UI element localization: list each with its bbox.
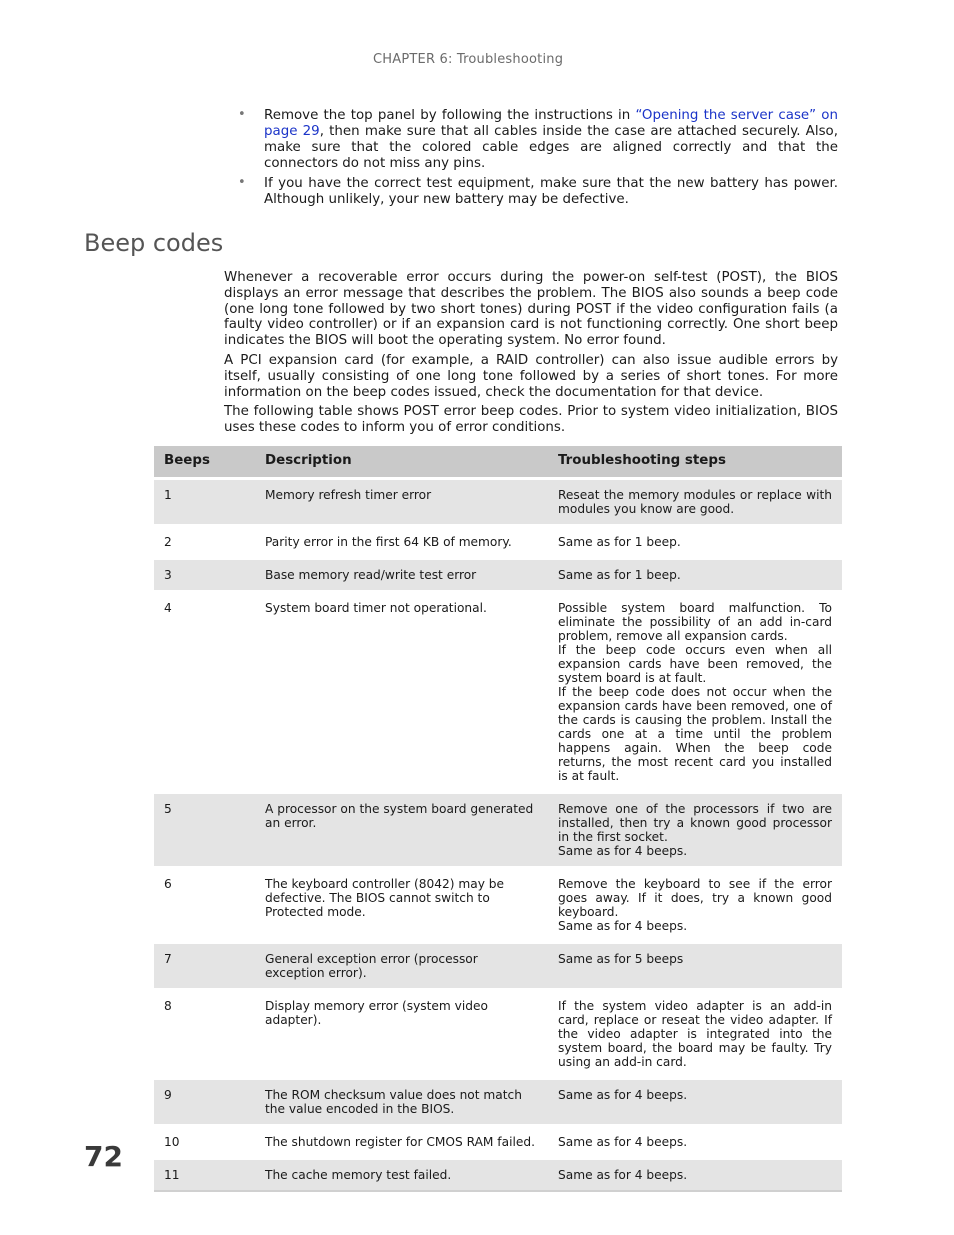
troubleshooting-cell — [548, 1125, 842, 1158]
troubleshooting-cell — [548, 558, 842, 591]
troubleshooting-cell — [548, 1158, 842, 1191]
beep-codes-table — [154, 446, 842, 1192]
description-cell: The ROM checksum value does not match the value encoded in the BIOS. — [255, 1078, 548, 1125]
table-row — [154, 1125, 842, 1158]
column-header-troubleshooting: Troubleshooting steps — [548, 446, 842, 478]
beeps-cell: 5 — [154, 792, 255, 867]
bullet-list — [236, 108, 838, 212]
description-cell: Parity error in the first 64 KB of memory. — [255, 525, 548, 558]
troubleshooting-step: Same as for 1 beep. — [558, 567, 681, 582]
description-cell: The cache memory test failed. — [255, 1158, 548, 1191]
beeps-cell: 9 — [154, 1078, 255, 1125]
troubleshooting-step: Same as for 4 beeps. — [558, 1167, 688, 1182]
description-cell: System board timer not operational. — [255, 591, 548, 792]
beeps-cell: 11 — [154, 1158, 255, 1191]
section-title: Beep codes — [84, 229, 224, 257]
table-row — [154, 558, 842, 591]
page-number: 72 — [84, 1140, 123, 1173]
description-cell: The keyboard controller (8042) may be defective. The BIOS cannot switch to Protected mode. — [255, 867, 548, 942]
bullet-icon: • — [238, 175, 246, 190]
troubleshooting-cell — [548, 792, 842, 867]
description-cell: Display memory error (system video adapter). — [255, 989, 548, 1078]
cross-reference-link[interactable]: “Opening the server case” on page 29 — [264, 108, 838, 139]
intro-text — [224, 270, 838, 440]
troubleshooting-cell — [548, 1078, 842, 1125]
bullet-text: , then make sure that all cables inside the case are attached securely. Also, make sure that the colored cable edges are aligned correctly and that the connectors do not miss any pins. — [264, 124, 838, 171]
bullet-text: Remove the top panel by following the instructions in — [264, 108, 636, 123]
troubleshooting-step: Same as for 5 beeps — [558, 951, 684, 966]
troubleshooting-step: Same as for 4 beeps. — [558, 1134, 688, 1149]
column-header-beeps: Beeps — [154, 446, 255, 478]
paragraph: A PCI expansion card (for example, a RAID controller) can also issue audible errors by itself, usually consisting of one long tone followed by a series of short tones. For more information on the beep codes issued, check the documentation for that device. — [224, 352, 838, 400]
description-cell: General exception error (processor exception error). — [255, 942, 548, 989]
table-row — [154, 1078, 842, 1125]
troubleshooting-step: Same as for 4 beeps. — [558, 918, 688, 933]
beeps-cell: 1 — [154, 478, 255, 525]
table-body — [154, 478, 842, 1191]
troubleshooting-cell — [548, 867, 842, 942]
table-row — [154, 591, 842, 792]
troubleshooting-cell — [548, 591, 842, 792]
beeps-cell: 2 — [154, 525, 255, 558]
beeps-cell: 6 — [154, 867, 255, 942]
table-header-row — [154, 446, 842, 478]
bullet-text: If you have the correct test equipment, make sure that the new battery has power. Although unlikely, your new battery may be defective. — [264, 176, 838, 207]
table-row — [154, 792, 842, 867]
troubleshooting-step: If the beep code does not occur when the expansion cards have been removed, one of the cards is causing the problem. Install the cards one at a time until the problem happens again. When the beep code returns, the most recent card you installed is at fault. — [558, 684, 832, 783]
troubleshooting-cell — [548, 989, 842, 1078]
table-row — [154, 525, 842, 558]
table-row — [154, 942, 842, 989]
bullet-item — [236, 108, 838, 172]
table-row — [154, 1158, 842, 1191]
chapter-header: CHAPTER 6: Troubleshooting — [373, 52, 564, 67]
description-cell: A processor on the system board generated an error. — [255, 792, 548, 867]
troubleshooting-cell — [548, 525, 842, 558]
beeps-cell: 3 — [154, 558, 255, 591]
paragraph: The following table shows POST error beep codes. Prior to system video initialization, BIOS uses these codes to inform you of error conditions. — [224, 404, 838, 436]
troubleshooting-step: Remove one of the processors if two are installed, then try a known good processor in the first socket. — [558, 801, 832, 844]
bullet-item — [236, 176, 838, 208]
troubleshooting-step: Same as for 4 beeps. — [558, 843, 688, 858]
troubleshooting-step: Same as for 1 beep. — [558, 534, 681, 549]
description-cell: Memory refresh timer error — [255, 478, 548, 525]
troubleshooting-step: Reseat the memory modules or replace with modules you know are good. — [558, 487, 832, 516]
troubleshooting-step: If the system video adapter is an add-in card, replace or reseat the video adapter. If the video adapter is integrated into the system board, the board may be faulty. Try using an add-in card. — [558, 998, 832, 1069]
troubleshooting-step: Remove the keyboard to see if the error goes away. If it does, try a known good keyboard. — [558, 876, 832, 919]
column-header-description: Description — [255, 446, 548, 478]
beeps-cell: 10 — [154, 1125, 255, 1158]
paragraph: Whenever a recoverable error occurs during the power-on self-test (POST), the BIOS displays an error message that describes the problem. The BIOS also sounds a beep code (one long tone followed by two short tones) during POST if the video configuration fails (a faulty video controller) or if an expansion card is not functioning correctly. One short beep indicates the BIOS will boot the operating system. No error found. — [224, 270, 838, 349]
bullet-icon: • — [238, 107, 246, 122]
table-row — [154, 989, 842, 1078]
troubleshooting-cell — [548, 942, 842, 989]
description-cell: The shutdown register for CMOS RAM failed. — [255, 1125, 548, 1158]
troubleshooting-step: If the beep code occurs even when all expansion cards have been removed, the system board is at fault. — [558, 642, 832, 685]
troubleshooting-step: Same as for 4 beeps. — [558, 1087, 688, 1102]
troubleshooting-step: Possible system board malfunction. To eliminate the possibility of an add in-card problem, remove all expansion cards. — [558, 600, 832, 643]
description-cell: Base memory read/write test error — [255, 558, 548, 591]
table-row — [154, 478, 842, 525]
beeps-cell: 7 — [154, 942, 255, 989]
beeps-cell: 8 — [154, 989, 255, 1078]
table-row — [154, 867, 842, 942]
beeps-cell: 4 — [154, 591, 255, 792]
troubleshooting-cell — [548, 478, 842, 525]
